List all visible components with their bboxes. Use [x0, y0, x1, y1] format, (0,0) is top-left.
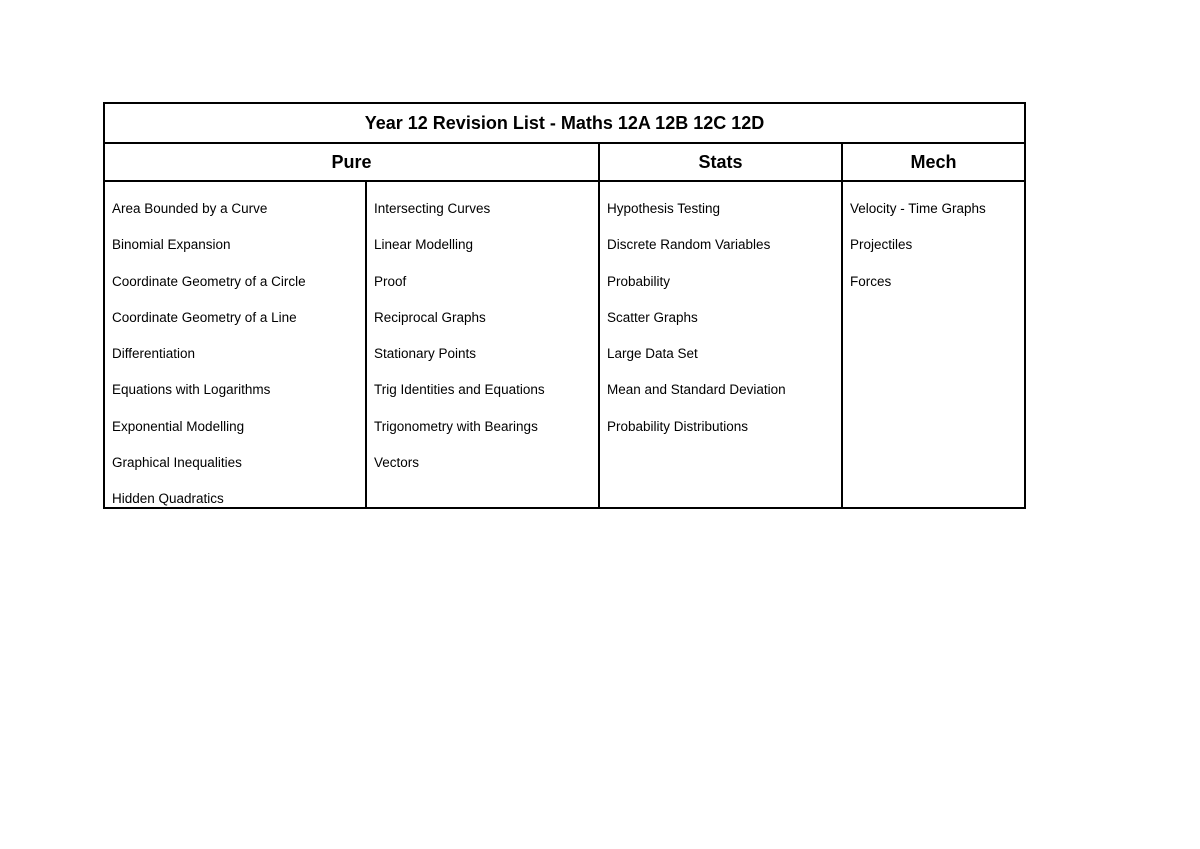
stats-column — [600, 182, 843, 507]
list-item: Velocity - Time Graphs — [850, 201, 986, 216]
list-item: Stationary Points — [374, 346, 477, 362]
list-item: Graphical Inequalities — [112, 455, 242, 471]
list-item: Large Data Set — [607, 346, 698, 362]
list-item: Equations with Logarithms — [112, 382, 271, 398]
list-item: Vectors — [374, 455, 420, 471]
list-item: Proof — [374, 273, 407, 289]
list-item: Probability — [607, 273, 671, 289]
list-item: Hypothesis Testing — [607, 201, 721, 216]
list-item: Coordinate Geometry of a Circle — [112, 273, 306, 289]
list-item: Forces — [850, 273, 892, 289]
list-item: Discrete Random Variables — [607, 237, 771, 253]
pure-column-2 — [367, 182, 600, 507]
table-title: Year 12 Revision List - Maths 12A 12B 12C 12D — [105, 104, 1024, 144]
list-item: Scatter Graphs — [607, 309, 698, 325]
list-item: Intersecting Curves — [374, 201, 491, 216]
list-item: Differentiation — [112, 346, 196, 362]
list-item: Trig Identities and Equations — [374, 382, 545, 398]
mech-column — [843, 182, 1024, 507]
list-item: Linear Modelling — [374, 237, 474, 253]
header-pure: Pure — [105, 144, 600, 182]
list-item: Reciprocal Graphs — [374, 309, 486, 325]
list-item: Probability Distributions — [607, 418, 749, 434]
revision-table — [103, 102, 1026, 509]
list-item: Area Bounded by a Curve — [112, 201, 268, 216]
list-item: Trigonometry with Bearings — [374, 418, 538, 434]
list-item: Coordinate Geometry of a Line — [112, 309, 297, 325]
list-item: Binomial Expansion — [112, 237, 231, 253]
pure-column-1 — [105, 182, 367, 507]
list-item: Hidden Quadratics — [112, 491, 224, 507]
list-item: Mean and Standard Deviation — [607, 382, 786, 398]
header-stats: Stats — [600, 144, 843, 182]
list-item: Exponential Modelling — [112, 418, 245, 434]
header-mech: Mech — [843, 144, 1024, 182]
list-item: Projectiles — [850, 237, 913, 253]
